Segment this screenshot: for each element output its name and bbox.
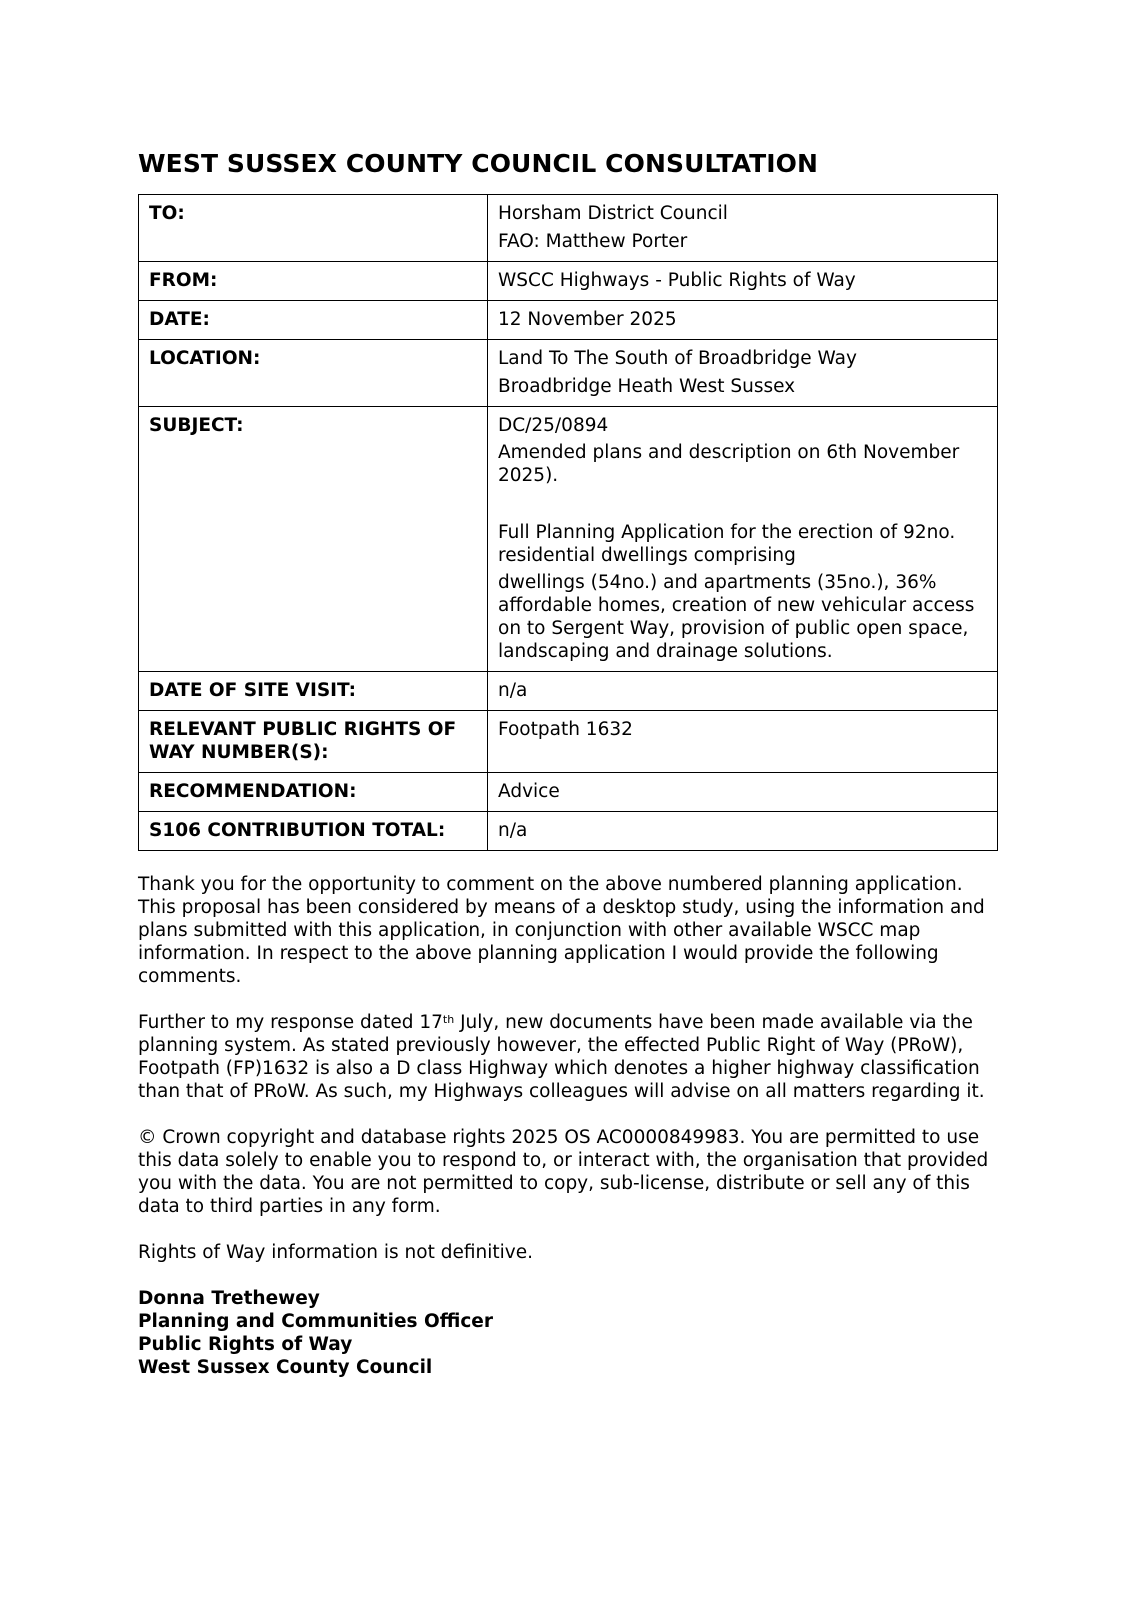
signature-block [138,1287,998,1379]
subject-label: SUBJECT: [139,407,488,672]
date-label: DATE: [139,301,488,340]
location-value-line-2: Broadbridge Heath West Sussex [498,376,796,397]
from-value: WSCC Highways - Public Rights of Way [488,262,998,301]
paragraph-copyright: © Crown copyright and database rights 2025 OS AC0000849983. You are permitted to use this data solely to enable you to respond to, or interact with, the organisation that provided you with the data. You are not permitted to copy, sub-license, distribute or sell any of this data to third parties in any form. [138,1127,989,1217]
subject-value [488,407,998,672]
site-visit-label: DATE OF SITE VISIT: [139,672,488,711]
paragraph-disclaimer: Rights of Way information is not definitive. [138,1242,533,1263]
table-row-s106 [139,812,998,851]
location-label: LOCATION: [139,340,488,407]
date-value: 12 November 2025 [488,301,998,340]
table-row-to [139,195,998,262]
signature-team: Public Rights of Way [138,1334,353,1355]
subject-description-2: dwellings (54no.) and apartments (35no.), 36% affordable homes, creation of new vehicular access on to Sergent Way, provision of public open space, landscaping and drainage solutions. [498,572,975,662]
table-row-from [139,262,998,301]
signature-org: West Sussex County Council [138,1357,433,1378]
table-row-recommendation [139,773,998,812]
table-row-subject [139,407,998,672]
table-row-site-visit [139,672,998,711]
from-label: FROM: [139,262,488,301]
prow-label: RELEVANT PUBLIC RIGHTS OF WAY NUMBER(S): [139,711,488,773]
subject-description-1: Full Planning Application for the erection of 92no. residential dwellings comprising [498,522,956,566]
site-visit-value: n/a [488,672,998,711]
document-page [138,148,998,1379]
to-value-line-1: Horsham District Council [498,203,728,224]
prow-value: Footpath 1632 [488,711,998,773]
to-value [488,195,998,262]
table-row-prow [139,711,998,773]
paragraph-response [138,1011,998,1103]
signature-role: Planning and Communities Officer [138,1311,493,1332]
table-row-date [139,301,998,340]
signature-name: Donna Trethewey [138,1288,320,1309]
to-value-line-2: FAO: Matthew Porter [498,231,688,252]
subject-amended: Amended plans and description on 6th November 2025). [498,442,960,486]
page-title: WEST SUSSEX COUNTY COUNCIL CONSULTATION [138,149,819,178]
ordinal-suffix: th [442,1013,455,1026]
paragraph-response-start: Further to my response dated 17 [138,1012,443,1033]
s106-label: S106 CONTRIBUTION TOTAL: [139,812,488,851]
location-value [488,340,998,407]
recommendation-label: RECOMMENDATION: [139,773,488,812]
location-value-line-1: Land To The South of Broadbridge Way [498,348,857,369]
to-label: TO: [139,195,488,262]
s106-value: n/a [488,812,998,851]
body-text [138,873,998,1264]
paragraph-response-rest: July, new documents have been made available via the planning system. As stated previously however, the effected Public Right of Way (PRoW), Footpath (FP)1632 is also a D class Highway which denotes a higher highway classification than that of PRoW. As such, my Highways colleagues will advise on all matters regarding it. [138,1012,985,1102]
recommendation-value: Advice [488,773,998,812]
paragraph-intro: Thank you for the opportunity to comment on the above numbered planning application. This proposal has been considered by means of a desktop study, using the information and plans submitted with this application, in conjunction with other available WSCC map information. In respect to the above planning application I would provide the following comments. [138,874,985,987]
consultation-table [138,194,998,851]
table-row-location [139,340,998,407]
subject-ref: DC/25/0894 [498,415,609,436]
